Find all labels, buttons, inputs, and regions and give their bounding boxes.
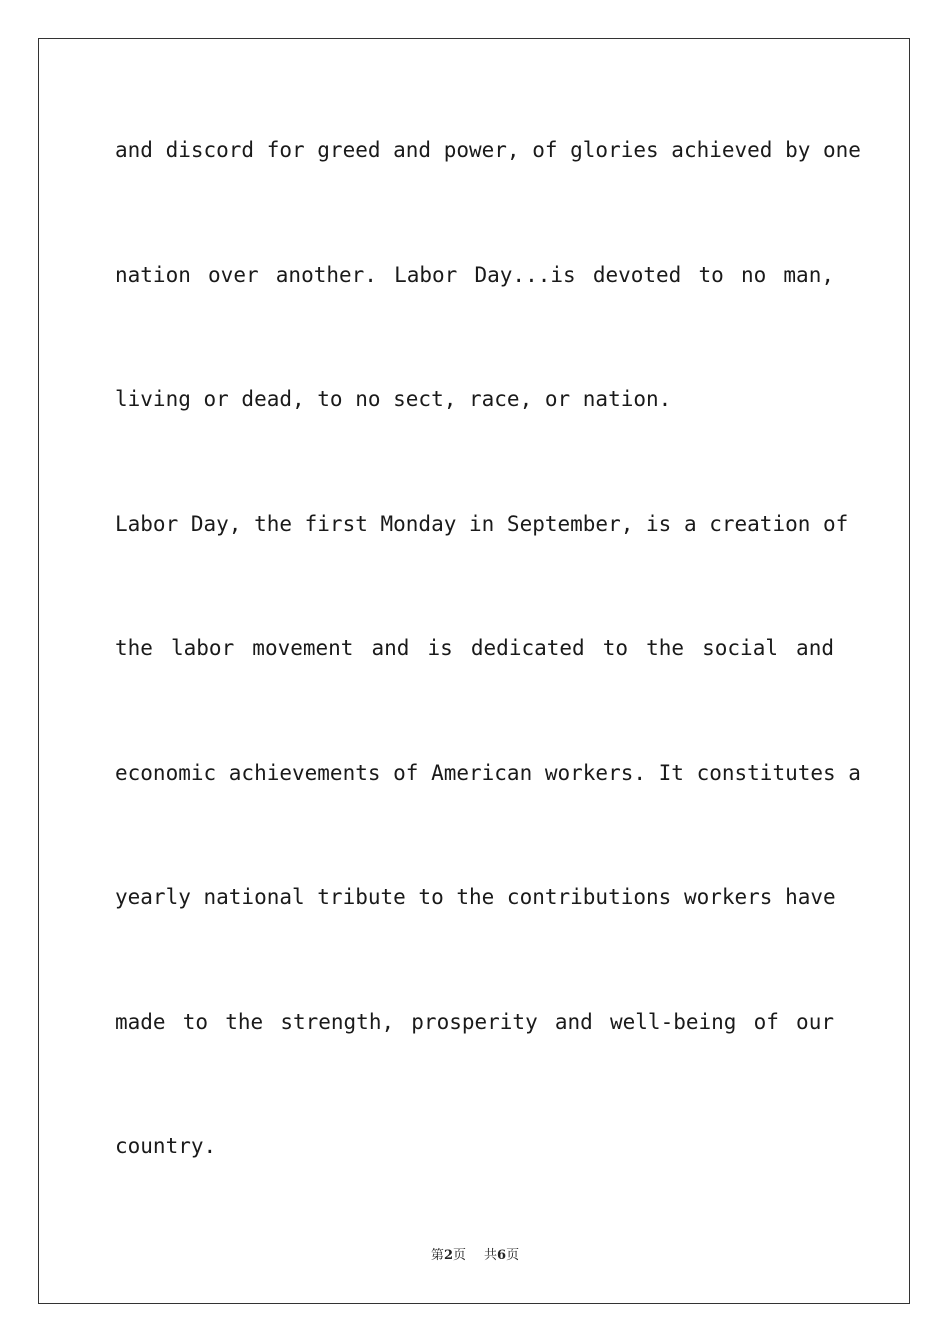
- page-border: [38, 38, 910, 1304]
- text-line: yearly national tribute to the contributions workers have: [115, 885, 836, 909]
- text-line: the labor movement and is dedicated to the social and: [115, 636, 834, 660]
- text-line: and discord for greed and power, of glories achieved by one: [115, 138, 861, 162]
- total-pages: 6: [497, 1248, 507, 1263]
- text-line: Labor Day, the first Monday in September, is a creation of: [115, 512, 849, 536]
- text-line: economic achievements of American workers. It constitutes a: [115, 761, 861, 785]
- text-line: country.: [115, 1134, 217, 1158]
- page-indicator: [431, 1248, 466, 1263]
- page-suffix: 页: [452, 1248, 466, 1263]
- total-pages-indicator: [484, 1248, 519, 1263]
- page-number: 2: [443, 1248, 453, 1263]
- total-prefix: 共: [484, 1248, 498, 1263]
- text-line: made to the strength, prosperity and well-being of our: [115, 1010, 834, 1034]
- page-prefix: 第: [430, 1248, 444, 1263]
- total-suffix: 页: [506, 1248, 520, 1263]
- text-line: nation over another. Labor Day...is devoted to no man,: [115, 263, 834, 287]
- text-line: living or dead, to no sect, race, or nation.: [115, 387, 672, 411]
- page-footer: [0, 1247, 950, 1265]
